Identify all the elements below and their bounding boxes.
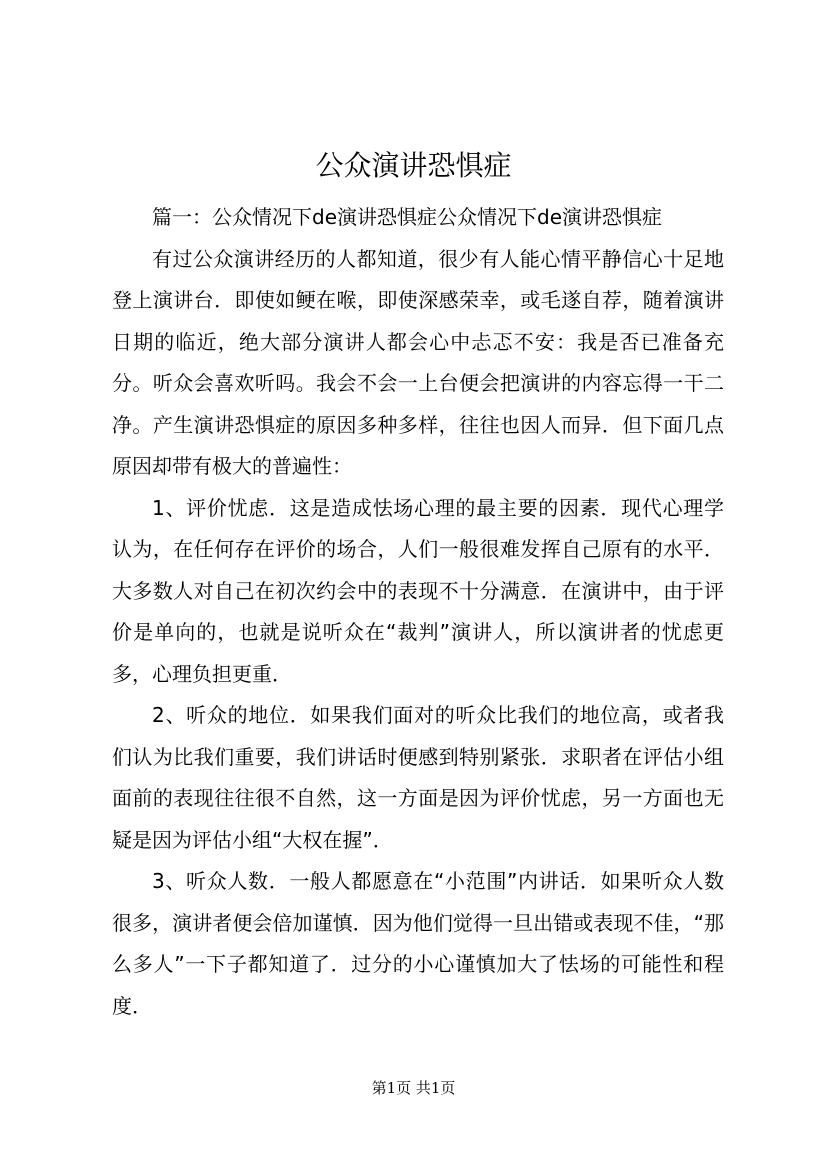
paragraph-point-2: 2、听众的地位．如果我们面对的听众比我们的地位高，或者我们认为比我们重要，我们讲话时便感到特别紧张．求职者在评估小组面前的表现往往很不自然，这一方面是因为评价忧虑，另一方面也无疑是因为评估小组“大权在握”．	[112, 703, 724, 852]
page-footer: 第1页 共1页	[371, 1079, 456, 1097]
paragraph-intro: 有过公众演讲经历的人都知道，很少有人能心情平静信心十足地登上演讲台．即使如鲠在喉，即使深感荣幸，或毛遂自荐，随着演讲日期的临近，绝大部分演讲人都会心中忐忑不安：我是否已准备充分。听众会喜欢听吗。我会不会一上台便会把演讲的内容忘得一干二净。产生演讲恐惧症的原因多种多样，往往也因人而异．但下面几点原因却带有极大的普遍性：	[112, 246, 724, 478]
paragraph-heading: 篇一：公众情况下de演讲恐惧症公众情况下de演讲恐惧症	[152, 205, 662, 229]
document-body	[112, 197, 724, 1027]
document-title: 公众演讲恐惧症	[315, 149, 512, 182]
paragraph-point-3: 3、听众人数．一般人都愿意在“小范围”内讲话．如果听众人数很多，演讲者便会倍加谨慎．因为他们觉得一旦出错或表现不佳，“那么多人”一下子都知道了．过分的小心谨慎加大了怯场的可能性和程度．	[112, 869, 724, 1018]
paragraph-point-1: 1、评价忧虑．这是造成怯场心理的最主要的因素．现代心理学认为，在任何存在评价的场合，人们一般很难发挥自己原有的水平．大多数人对自己在初次约会中的表现不十分满意．在演讲中，由于评价是单向的，也就是说听众在“裁判”演讲人，所以演讲者的忧虑更多，心理负担更重．	[112, 495, 724, 686]
